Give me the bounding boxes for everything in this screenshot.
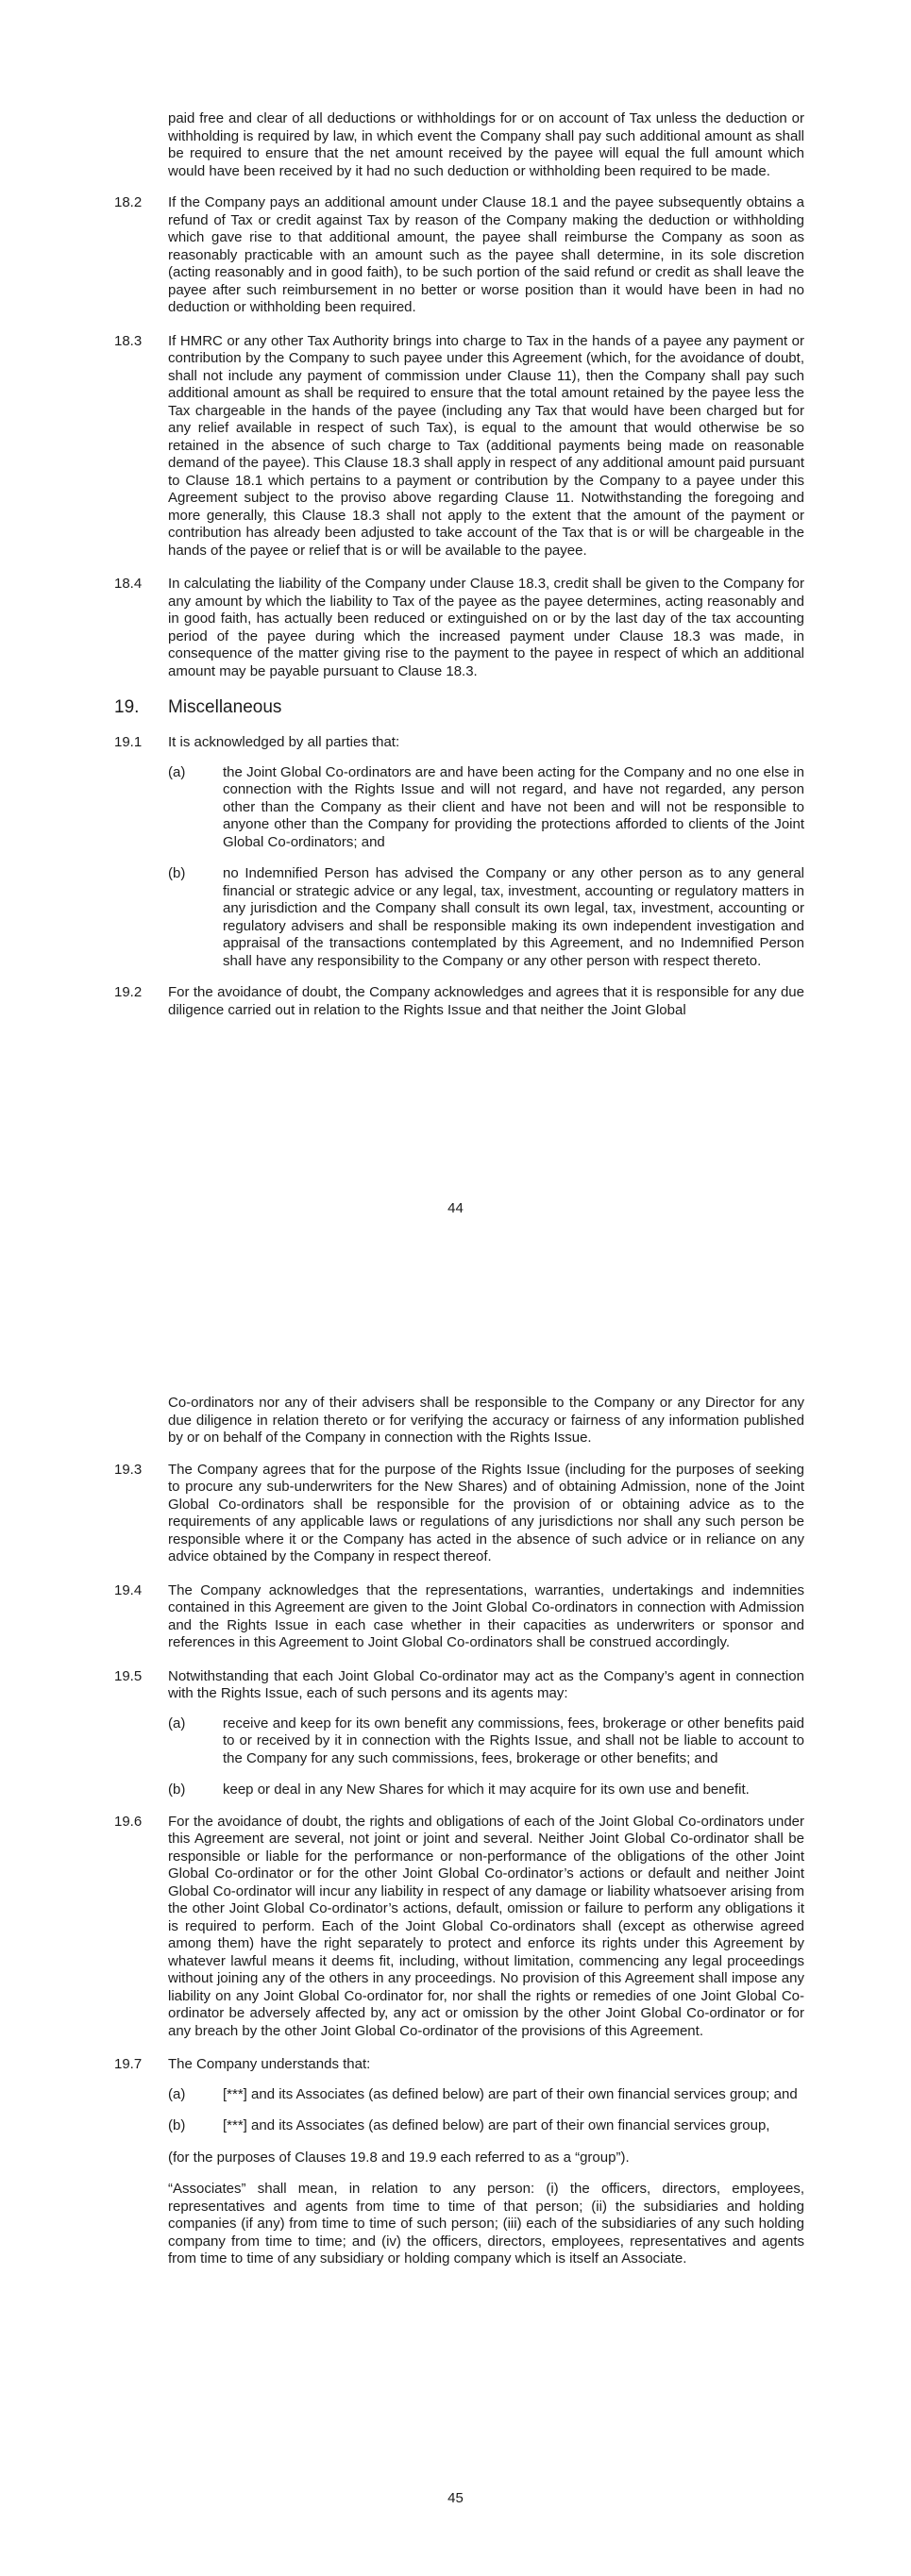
clause-19-1 bbox=[114, 734, 804, 752]
sub-clause-letter: (a) bbox=[168, 2085, 186, 2102]
clause-text: Co-ordinators nor any of their advisers shall be responsible to the Company or any Director for any due diligence in relation thereto or for verifying the accuracy or fairness of any information published by or on behalf of the Company in connection with the Rights Issue. bbox=[168, 1395, 804, 1446]
clause-text: For the avoidance of doubt, the rights and obligations of each of the Joint Global Co-ordinators under this Agreement are several, not joint or joint and several. Neither Joint Global Co-ordinator shall be responsible or liable for the performance or non-performance of the obligations of the other Joint Global Co-ordinator or for the other Joint Global Co-ordinator’s actions or default and neither Joint Global Co-ordinator will incur any liability in respect of any damage or liability whatsoever arising from the other Joint Global Co-ordinator’s actions, default, omission or failure to perform any obligations it is required to perform. Each of the Joint Global Co-ordinators shall (except as otherwise agreed among them) have the right separately to protect and enforce its rights under this Agreement by whatever lawful means it deems fit, including, without limitation, commencing any legal proceedings without joining any of the others in any proceedings. No provision of this Agreement shall impose any liability on any Joint Global Co-ordinator for, nor shall the rights or remedies of one Joint Global Co-ordinator be adversely affected by, any act or omission by the other Joint Global Co-ordinator or for any breach by the other Joint Global Co-ordinator of the provisions of this Agreement. bbox=[168, 1813, 804, 2039]
sub-clause-text: receive and keep for its own benefit any commissions, fees, brokerage or other benefits paid to or received by it in connection with the Rights Issue, and shall not be liable to account to the Company for any such commissions, fees, brokerage or other benefits; and bbox=[223, 1715, 804, 1766]
page-number: 45 bbox=[447, 2490, 464, 2506]
clause-number: 19.6 bbox=[114, 1813, 143, 1830]
clause-number: 19.1 bbox=[114, 734, 143, 750]
clause-number: 18.3 bbox=[114, 332, 143, 349]
sub-clause-letter: (b) bbox=[168, 2117, 186, 2133]
clause-text: It is acknowledged by all parties that: bbox=[168, 734, 400, 750]
section-number: 19. bbox=[114, 697, 140, 717]
clause-text: If HMRC or any other Tax Authority brings into charge to Tax in the hands of a payee any payment or contribution by the Company to such payee under this Agreement (which, for the avoidance of doubt, shall not include any payment of commission under Clause 11), then the Company shall pay such additional amount as shall be required to ensure that the total amount retained by the payee less the Tax chargeable in the hands of the payee (including any Tax that would have been charged but for any relief available in respect of such Tax), is equal to the amount that would otherwise be so retained in the absence of such charge to Tax (additional payments being made on reasonable demand of the payee). This Clause 18.3 shall apply in respect of any additional amount paid pursuant to Clause 18.1 which pertains to a payment or contribution by the Company to a payee under this Agreement subject to the proviso above regarding Clause 11. Notwithstanding the foregoing and more generally, this Clause 18.3 shall not apply to the extent that the amount of the payment or contribution has already been adjusted to take account of the Tax that is or will be chargeable in the hands of the payee or relief that is or will be available to the payee. bbox=[168, 332, 804, 559]
clause-19-2 bbox=[114, 984, 804, 1019]
clause-number: 18.4 bbox=[114, 576, 143, 592]
clause-text: “Associates” shall mean, in relation to any person: (i) the officers, directors, employees, representatives and agents from time to time of that person; (ii) the subsidiaries and holding companies (if any) from time to time of such person; (iii) each of the subsidiaries of any such holding company from time to time; and (iv) the officers, directors, employees, representatives and agents from time to time of any subsidiary or holding company which is itself an Associate. bbox=[168, 2181, 804, 2267]
clause-19-1-b bbox=[168, 865, 804, 970]
clause-19-7-a bbox=[168, 2085, 804, 2104]
clause-19-1-a bbox=[168, 763, 804, 852]
page-44 bbox=[0, 0, 911, 1264]
clause-text: If the Company pays an additional amount under Clause 18.1 and the payee subsequently obtains a refund of Tax or credit against Tax by reason of the Company making the deduction or withholding which gave rise to that additional amount, the payee shall reimburse the Company as soon as reasonably practicable with an amount such as the payee shall determine, in its sole discretion (acting reasonably and in good faith), to be such portion of the said refund or credit as shall leave the payee after such reimbursement in no better or worse position than it would have been in had no deduction or withholding been required. bbox=[168, 194, 804, 315]
clause-number: 18.2 bbox=[114, 194, 143, 210]
clause-text: For the avoidance of doubt, the Company acknowledges and agrees that it is responsible for any due diligence carried out in relation to the Rights Issue and that neither the Joint Global bbox=[168, 984, 804, 1018]
clause-text: In calculating the liability of the Company under Clause 18.3, credit shall be given to the Company for any amount by which the liability to Tax of the payee as the payee determines, acting reasonably and in good faith, has actually been reduced or extinguished on or by the last day of the tax accounting period of the payee during which the increased payment under Clause 18.3 was made, in consequence of the matter giving rise to the payment to the payee in respect of which an additional amount may be payable pursuant to Clause 18.3. bbox=[168, 576, 804, 679]
sub-clause-text: no Indemnified Person has advised the Company or any other person as to any general financial or strategic advice or any legal, tax, investment, accounting or regulatory matters in any jurisdiction and the Company shall consult its own legal, tax, investment, accounting or regulatory advisers and shall be responsible making its own independent investigation and appraisal of the transactions contemplated by this Agreement, and no Indemnified Person shall have any responsibility to the Company or any other person with respect thereto. bbox=[223, 865, 804, 969]
clause-19-3 bbox=[114, 1461, 804, 1566]
clause-19-7-tail bbox=[168, 2149, 804, 2167]
clause-19-4 bbox=[114, 1581, 804, 1652]
clause-18-4 bbox=[114, 576, 804, 680]
page-45-body bbox=[0, 1395, 911, 2283]
page-number: 44 bbox=[447, 1200, 464, 1216]
clause-number: 19.4 bbox=[114, 1581, 143, 1598]
clause-19-5 bbox=[114, 1667, 804, 1703]
sub-clause-letter: (a) bbox=[168, 1715, 186, 1731]
sub-clause-letter: (a) bbox=[168, 763, 186, 780]
clause-text: paid free and clear of all deductions or withholdings for or on account of Tax unless the deduction or withholding is required by law, in which event the Company shall pay such additional amount as shall be required to ensure that the net amount received by the payee will equal the full amount which would have been received by it had no such deduction or withholding been required to be made. bbox=[168, 110, 804, 179]
clause-text: The Company understands that: bbox=[168, 2056, 371, 2072]
section-heading-19 bbox=[114, 696, 911, 719]
sub-clause-letter: (b) bbox=[168, 1781, 186, 1798]
sub-clause-text: [***] and its Associates (as defined below) are part of their own financial services group, bbox=[223, 2117, 770, 2133]
clause-19-6 bbox=[114, 1813, 804, 2041]
clause-18-3 bbox=[114, 332, 804, 560]
clause-number: 19.3 bbox=[114, 1461, 143, 1478]
clause-19-5-b bbox=[168, 1781, 804, 1799]
page-44-body bbox=[0, 110, 911, 1035]
sub-clause-letter: (b) bbox=[168, 865, 186, 881]
section-title: Miscellaneous bbox=[168, 697, 282, 717]
clause-text: Notwithstanding that each Joint Global Co-ordinator may act as the Company’s agent in connection with the Rights Issue, each of such persons and its agents may: bbox=[168, 1667, 804, 1701]
clause-number: 19.5 bbox=[114, 1667, 143, 1684]
sub-clause-text: [***] and its Associates (as defined below) are part of their own financial services group; and bbox=[223, 2085, 798, 2102]
clause-19-7-b bbox=[168, 2117, 804, 2135]
clause-18-1-continuation bbox=[168, 110, 804, 180]
clause-19-2-continuation bbox=[168, 1395, 804, 1447]
sub-clause-text: the Joint Global Co-ordinators are and have been acting for the Company and no one else in connection with the Rights Issue and will not regard, and have not regarded, any person other than the Company as their client and have not been and will not be responsible to anyone other than the Company for providing the protections afforded to clients of the Joint Global Co-ordinators; and bbox=[223, 763, 804, 850]
page-45 bbox=[0, 1264, 911, 2576]
sub-clause-text: keep or deal in any New Shares for which it may acquire for its own use and benefit. bbox=[223, 1781, 750, 1798]
clause-number: 19.2 bbox=[114, 984, 143, 1000]
clause-text: The Company agrees that for the purpose of the Rights Issue (including for the purposes of seeking to procure any sub-underwriters for the New Shares) and of obtaining Admission, none of the Joint Global Co-ordinators shall be responsible for the provision of or obtaining advice as to the requirements of any applicable laws or regulations of any jurisdictions nor shall any such person be responsible where it or the Company has acted in the absence of such advice or in reliance on any advice obtained by the Company in respect thereof. bbox=[168, 1461, 804, 1564]
clause-number: 19.7 bbox=[114, 2056, 143, 2072]
clause-19-7 bbox=[114, 2056, 804, 2074]
associates-definition bbox=[168, 2181, 804, 2268]
clause-19-5-a bbox=[168, 1715, 804, 1768]
clause-text: The Company acknowledges that the representations, warranties, undertakings and indemnities contained in this Agreement are given to the Joint Global Co-ordinators in connection with Admission and the Rights Issue in each case whether in their capacities as underwriters or sponsor and references in this Agreement to Joint Global Co-ordinators shall be construed accordingly. bbox=[168, 1581, 804, 1650]
clause-18-2 bbox=[114, 194, 804, 317]
clause-text: (for the purposes of Clauses 19.8 and 19.9 each referred to as a “group”). bbox=[168, 2149, 630, 2166]
